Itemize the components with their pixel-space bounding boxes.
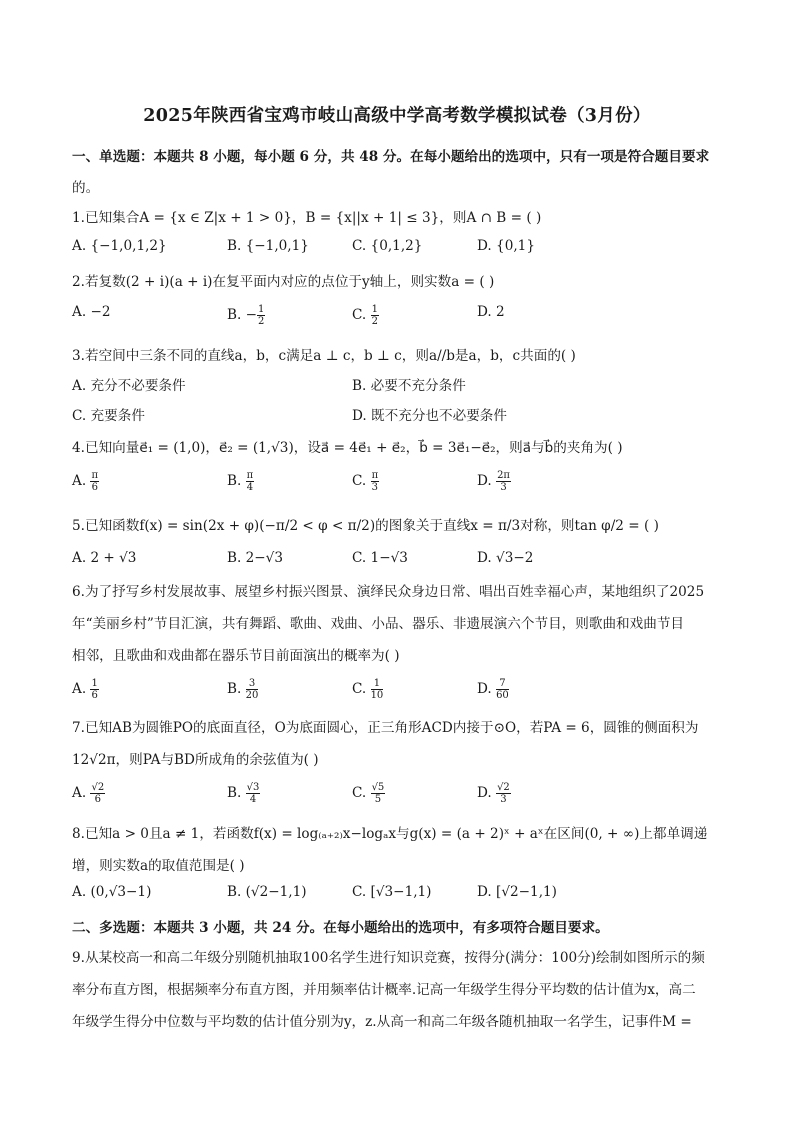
q1-option-d[interactable]: D. {0,1} [477, 238, 535, 254]
q3-option-d[interactable]: D. 既不充分也不必要条件 [352, 408, 507, 424]
q2-b-fraction: $\frac{1}{2}$ [258, 304, 265, 327]
question-7-options [72, 782, 732, 806]
q7-option-c[interactable]: C. $\frac{√5}{5}$ [352, 782, 385, 805]
q4-d-fraction: $\frac{2\pi}{3}$ [497, 470, 510, 493]
q5-option-b[interactable]: B. 2−√3 [227, 550, 283, 566]
q6-option-b[interactable]: B. $\frac{3}{20}$ [227, 678, 259, 701]
q3-option-a[interactable]: A. 充分不必要条件 [72, 378, 186, 394]
q7-c-fraction: $\frac{√5}{5}$ [371, 782, 385, 805]
section-1-header: 一、单选题：本题共 8 小题，每小题 6 分，共 48 分。在每小题给出的选项中，只有一项是符合题目要求 [72, 149, 710, 165]
question-1-options [72, 238, 732, 262]
question-8-line-2: 增，则实数a的取值范围是( ) [72, 858, 245, 874]
q3-option-c[interactable]: C. 充要条件 [72, 408, 145, 424]
q2-option-c[interactable]: C. $\frac{1}{2}$ [352, 304, 378, 327]
q7-option-a[interactable]: A. $\frac{√2}{6}$ [72, 782, 105, 805]
q4-b-fraction: $\frac{\pi}{4}$ [246, 470, 254, 493]
question-5-stem: 5.已知函数f(x) = sin(2x + φ)(−π/2 < φ < π/2)的图象关于直线x = π/3对称，则tan φ/2 = ( ) [72, 518, 659, 534]
question-5-options [72, 550, 732, 574]
question-7-line-2: 12√2π，则PA与BD所成角的余弦值为( ) [72, 752, 319, 768]
question-6-options [72, 678, 732, 702]
section-2-header: 二、多选题：本题共 3 小题，共 24 分。在每小题给出的选项中，有多项符合题目要求。 [72, 920, 609, 936]
q4-option-c[interactable]: C. $\frac{\pi}{3}$ [352, 470, 379, 493]
q6-c-fraction: $\frac{1}{10}$ [370, 678, 384, 701]
q1-option-b[interactable]: B. {−1,0,1} [227, 238, 309, 254]
question-9-line-3: 年级学生得分中位数与平均数的估计值分别为y，z.从高一和高二年级各随机抽取一名学生，记事件M = [72, 1014, 692, 1030]
question-6-line-2: 年“美丽乡村”节目汇演，共有舞蹈、歌曲、戏曲、小品、器乐、非遗展演六个节目，则歌曲和戏曲节目 [72, 616, 685, 632]
q5-option-a[interactable]: A. 2 + √3 [72, 550, 137, 566]
q8-option-c[interactable]: C. [√3−1,1) [352, 884, 432, 900]
question-8-line-1: 8.已知a > 0且a ≠ 1，若函数f(x) = log₍ₐ₊₂₎x−logₐx与g(x) = (a + 2)ˣ + aˣ在区间(0, + ∞)上都单调递 [72, 826, 708, 842]
question-4-options [72, 470, 732, 494]
question-6-line-1: 6.为了抒写乡村发展故事、展望乡村振兴图景、演绎民众身边日常、唱出百姓幸福心声，某地组织了2025 [72, 584, 705, 600]
question-4-stem: 4.已知向量e⃗₁ = (1,0)，e⃗₂ = (1,√3)，设a⃗ = 4e⃗₁ + e⃗₂，b⃗ = 3e⃗₁−e⃗₂，则a⃗与b⃗的夹角为( ) [72, 440, 623, 456]
q4-option-b[interactable]: B. $\frac{\pi}{4}$ [227, 470, 254, 493]
question-8-options [72, 884, 732, 908]
q6-d-fraction: $\frac{7}{60}$ [496, 678, 509, 701]
q4-a-fraction: $\frac{\pi}{6}$ [91, 470, 99, 493]
q3-option-b[interactable]: B. 必要不充分条件 [352, 378, 466, 394]
question-2-stem: 2.若复数(2 + i)(a + i)在复平面内对应的点位于y轴上，则实数a = ( ) [72, 274, 495, 290]
question-7-line-1: 7.已知AB为圆锥PO的底面直径，O为底面圆心，正三角形ACD内接于⊙O，若PA = 6，圆锥的侧面积为 [72, 720, 699, 736]
q7-a-fraction: $\frac{√2}{6}$ [91, 782, 105, 805]
q6-option-d[interactable]: D. $\frac{7}{60}$ [477, 678, 509, 701]
q6-b-fraction: $\frac{3}{20}$ [245, 678, 259, 701]
q1-option-a[interactable]: A. {−1,0,1,2} [72, 238, 167, 254]
section-1-header-cont: 的。 [72, 180, 100, 196]
question-3-options-row1 [72, 374, 732, 398]
q5-option-d[interactable]: D. √3−2 [477, 550, 534, 566]
q6-a-fraction: $\frac{1}{6}$ [91, 678, 98, 701]
q7-b-fraction: $\frac{√3}{4}$ [246, 782, 260, 805]
question-2-options [72, 304, 732, 328]
q4-option-d[interactable]: D. $\frac{2\pi}{3}$ [477, 470, 510, 493]
q7-option-d[interactable]: D. $\frac{√2}{3}$ [477, 782, 510, 805]
q7-option-b[interactable]: B. $\frac{√3}{4}$ [227, 782, 260, 805]
question-1-stem: 1.已知集合A = {x ∈ Z|x + 1 > 0}，B = {x||x + 1| ≤ 3}，则A ∩ B = ( ) [72, 210, 542, 226]
q8-option-d[interactable]: D. [√2−1,1) [477, 884, 557, 900]
q2-option-d[interactable]: D. 2 [477, 304, 505, 320]
question-9-line-1: 9.从某校高一和高二年级分别随机抽取100名学生进行知识竞赛，按得分(满分：100分)绘制如图所示的频 [72, 950, 705, 966]
question-6-line-3: 相邻，且歌曲和戏曲都在器乐节目前面演出的概率为( ) [72, 648, 400, 664]
q4-c-fraction: $\frac{\pi}{3}$ [371, 470, 379, 493]
q2-option-a[interactable]: A. −2 [72, 304, 111, 320]
q6-option-a[interactable]: A. $\frac{1}{6}$ [72, 678, 98, 701]
q8-option-a[interactable]: A. (0,√3−1) [72, 884, 152, 900]
question-3-stem: 3.若空间中三条不同的直线a，b，c满足a ⊥ c，b ⊥ c，则a//b是a，b，c共面的( ) [72, 348, 576, 364]
q6-option-c[interactable]: C. $\frac{1}{10}$ [352, 678, 384, 701]
question-9-line-2: 率分布直方图，根据频率分布直方图，并用频率估计概率.记高一年级学生得分平均数的估计值为x，高二 [72, 982, 696, 998]
q8-option-b[interactable]: B. (√2−1,1) [227, 884, 307, 900]
q4-option-a[interactable]: A. $\frac{\pi}{6}$ [72, 470, 99, 493]
q7-d-fraction: $\frac{√2}{3}$ [497, 782, 510, 805]
q5-option-c[interactable]: C. 1−√3 [352, 550, 408, 566]
q2-c-fraction: $\frac{1}{2}$ [371, 304, 378, 327]
page-title: 2025年陕西省宝鸡市岐山高级中学高考数学模拟试卷（3月份） [143, 106, 651, 126]
q2-option-b[interactable]: B. − $\frac{1}{2}$ [227, 304, 265, 327]
question-3-options-row2 [72, 404, 732, 428]
q1-option-c[interactable]: C. {0,1,2} [352, 238, 423, 254]
